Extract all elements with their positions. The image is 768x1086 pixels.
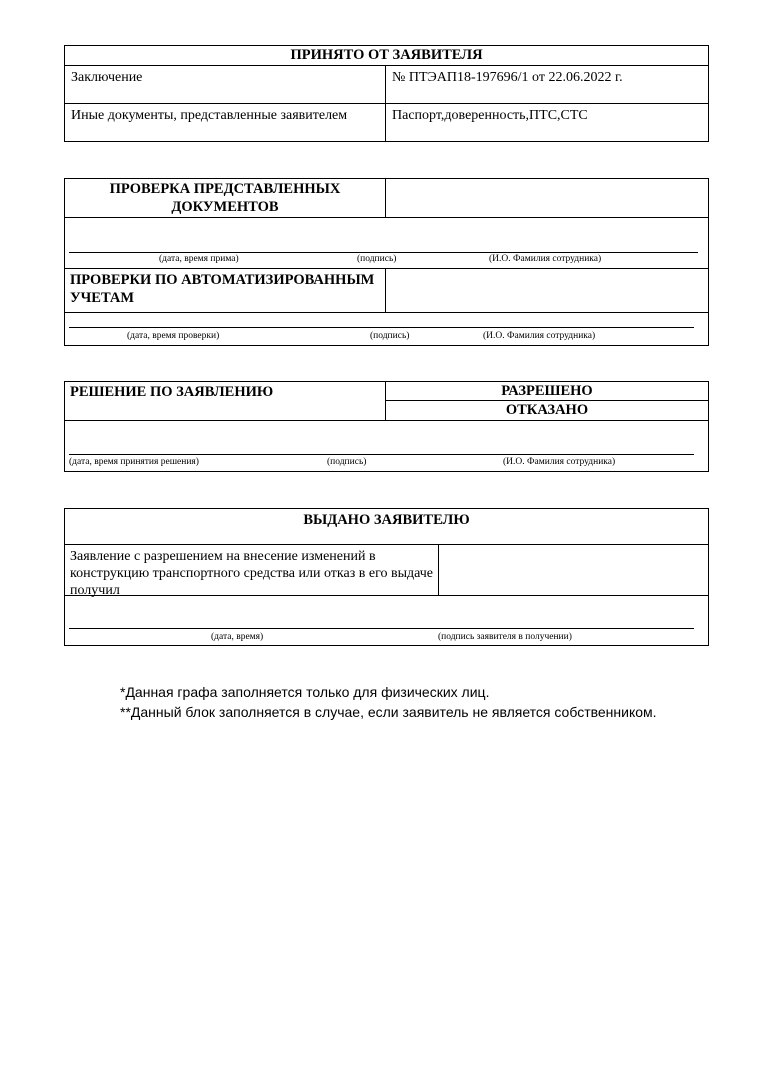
issued-title: ВЫДАНО ЗАЯВИТЕЛЮ: [303, 512, 470, 528]
check-auto-date-caption: (дата, время проверки): [127, 331, 220, 341]
footnote-1: *Данная графа заполняется только для физических лиц.: [120, 684, 490, 700]
other-docs-label: Иные документы, представленные заявителем: [65, 104, 386, 141]
received-title: ПРИНЯТО ОТ ЗАЯВИТЕЛЯ: [290, 47, 483, 63]
decision-name-caption: (И.О. Фамилия сотрудника): [503, 457, 616, 467]
issued-date-caption: (дата, время): [211, 632, 264, 642]
check-docs-signature-line[interactable]: [69, 252, 698, 253]
other-docs-value: Паспорт,доверенность,ПТС,СТС: [392, 108, 588, 123]
issued-statement-label: Заявление с разрешением на внесение изменений в конструкцию транспортного средства или отказ в его выдаче получил: [65, 545, 439, 595]
issued-signature-line[interactable]: [69, 628, 694, 629]
conclusion-value: № ПТЭАП18-197696/1 от 22.06.2022 г.: [392, 70, 623, 85]
check-auto-name-caption: (И.О. Фамилия сотрудника): [483, 331, 596, 341]
check-docs-title: ПРОВЕРКА ПРЕДСТАВЛЕННЫХ ДОКУМЕНТОВ: [65, 179, 386, 217]
check-auto-signature-line[interactable]: [69, 327, 694, 328]
received-block: [64, 45, 709, 142]
check-docs-date-caption: (дата, время прима): [159, 254, 239, 264]
issued-signature-caption: (подпись заявителя в получении): [438, 632, 572, 642]
conclusion-label: Заключение: [65, 66, 386, 103]
decision-title: РЕШЕНИЕ ПО ЗАЯВЛЕНИЮ: [65, 382, 386, 420]
decision-signature-caption: (подпись): [327, 457, 367, 467]
decision-refused[interactable]: ОТКАЗАНО: [505, 402, 589, 418]
issued-block: [64, 508, 709, 646]
check-auto-title: ПРОВЕРКИ ПО АВТОМАТИЗИРОВАННЫМ УЧЕТАМ: [65, 269, 386, 312]
checks-block: [64, 178, 709, 346]
issued-statement-value[interactable]: [439, 545, 708, 595]
check-auto-value[interactable]: [386, 269, 708, 312]
check-docs-name-caption: (И.О. Фамилия сотрудника): [489, 254, 602, 264]
decision-signature-row: [65, 420, 708, 471]
decision-block: [64, 381, 709, 472]
decision-signature-line[interactable]: [69, 454, 694, 455]
check-docs-signature-caption: (подпись): [357, 254, 397, 264]
check-auto-signature-caption: (подпись): [370, 331, 410, 341]
check-docs-value[interactable]: [386, 179, 708, 217]
check-auto-signature-row: [65, 312, 708, 345]
issued-signature-row: [65, 595, 708, 645]
decision-date-caption: (дата, время принятия решения): [69, 457, 199, 467]
check-docs-signature-row: [65, 217, 708, 268]
decision-allowed[interactable]: РАЗРЕШЕНО: [386, 382, 708, 401]
footnote-2: **Данный блок заполняется в случае, если заявитель не является собственником.: [120, 704, 657, 720]
